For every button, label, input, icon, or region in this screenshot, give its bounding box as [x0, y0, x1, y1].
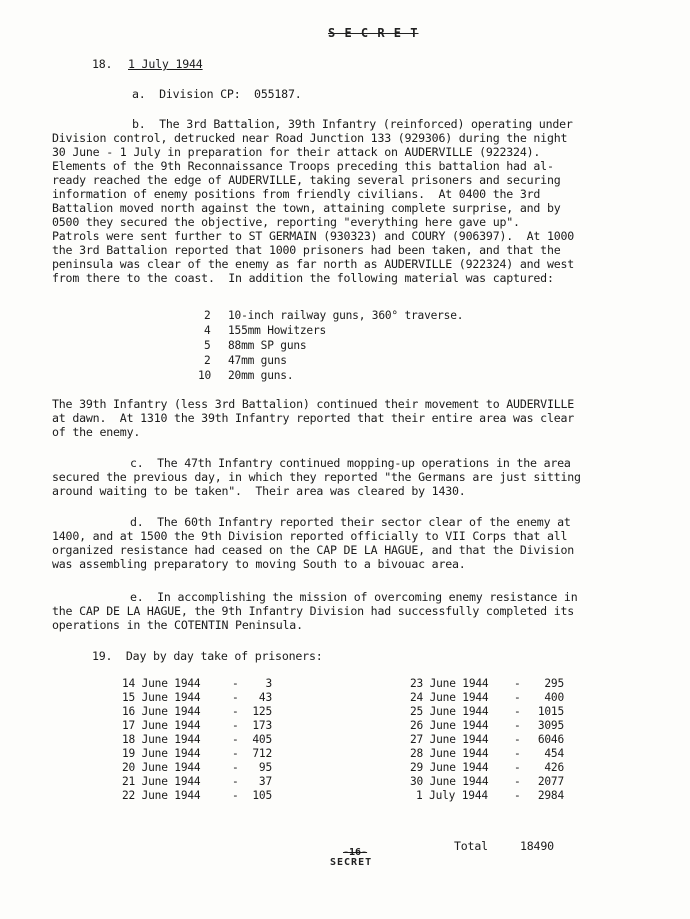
material-item: 20mm guns.	[228, 369, 294, 382]
text-line: c. The 47th Infantry continued mopping-up operations in the area	[130, 456, 571, 470]
text-line: 1400, and at 1500 the 9th Division reported officially to VII Corps that all	[52, 529, 568, 543]
text-line: e. In accomplishing the mission of overcoming enemy resistance in	[130, 590, 578, 604]
prisoner-count: 37	[258, 775, 272, 788]
prisoner-date: 17 June 1944	[122, 719, 201, 732]
prisoner-count: 712	[252, 747, 272, 760]
total-value: 18490	[520, 839, 554, 853]
prisoner-date: 15 June 1944	[122, 691, 201, 704]
prisoner-count: 295	[544, 677, 564, 690]
prisoner-count: 1015	[537, 705, 564, 718]
dash: -	[232, 705, 239, 718]
dash: -	[514, 705, 521, 718]
prisoner-count: 454	[544, 747, 564, 760]
dash: -	[232, 761, 239, 774]
dash: -	[232, 733, 239, 746]
dash: -	[232, 747, 239, 760]
dash: -	[232, 719, 239, 732]
dash: -	[514, 761, 521, 774]
text-line: Division control, detrucked near Road Junction 133 (929306) during the night	[52, 131, 568, 145]
prisoner-count: 426	[544, 761, 564, 774]
material-item: 88mm SP guns	[228, 339, 307, 352]
dash: -	[232, 775, 239, 788]
subpara-a: a. Division CP: 055187.	[132, 87, 302, 101]
text-line: from there to the coast. In addition the following material was captured:	[52, 271, 554, 285]
dash: -	[514, 691, 521, 704]
prisoner-count: 6046	[537, 733, 564, 746]
text-line: the CAP DE LA HAGUE, the 9th Infantry Division had successfully completed its	[52, 604, 575, 618]
text-line: Patrols were sent further to ST GERMAIN (930323) and COURY (906397). At 1000	[52, 229, 575, 243]
prisoner-date: 1 July 1944	[416, 789, 488, 802]
prisoner-date: 18 June 1944	[122, 733, 201, 746]
text-line: peninsula was clear of the enemy as far north as AUDERVILLE (922324) and west	[52, 257, 575, 271]
text-line: Elements of the 9th Reconnaissance Troops preceding this battalion had al-	[52, 159, 554, 173]
dash: -	[514, 733, 521, 746]
text-line: ready reached the edge of AUDERVILLE, taking several prisoners and securing	[52, 173, 561, 187]
text-line: around waiting to be taken". Their area was cleared by 1430.	[52, 484, 466, 498]
text-line: organized resistance had ceased on the CAP DE LA HAGUE, and that the Division	[52, 543, 575, 557]
material-qty: 2	[204, 309, 211, 322]
prisoner-count: 2984	[537, 789, 564, 802]
prisoner-date: 26 June 1944	[410, 719, 489, 732]
prisoner-count: 400	[544, 691, 564, 704]
dash: -	[514, 789, 521, 802]
prisoner-count: 405	[252, 733, 272, 746]
prisoner-count: 173	[252, 719, 272, 732]
material-qty: 2	[204, 354, 211, 367]
prisoner-count: 2077	[537, 775, 564, 788]
material-item: 10-inch railway guns, 360° traverse.	[228, 309, 464, 322]
text-line: 0500 they secured the objective, reporting "everything here gave up".	[52, 215, 520, 229]
prisoner-date: 30 June 1944	[410, 775, 489, 788]
text-line: d. The 60th Infantry reported their sector clear of the enemy at	[130, 515, 571, 529]
text-line: information of enemy positions from friendly civilians. At 0400 the 3rd	[52, 187, 541, 201]
paragraph-19-heading: 19. Day by day take of prisoners:	[92, 649, 323, 663]
prisoner-date: 21 June 1944	[122, 775, 201, 788]
text-line: Battalion moved north against the town, attaining complete surprise, and by	[52, 201, 561, 215]
material-item: 47mm guns	[228, 354, 287, 367]
prisoner-date: 20 June 1944	[122, 761, 201, 774]
prisoner-date: 29 June 1944	[410, 761, 489, 774]
classification-stamp-top: S E C R E T	[328, 26, 419, 40]
total-label: Total	[454, 839, 488, 853]
prisoner-date: 27 June 1944	[410, 733, 489, 746]
classification-stamp-bottom: SECRET	[330, 857, 373, 868]
prisoner-date: 28 June 1944	[410, 747, 489, 760]
page-number: -16-	[343, 847, 368, 858]
paragraph-18-number: 18.	[92, 57, 113, 71]
text-line: operations in the COTENTIN Peninsula.	[52, 618, 303, 632]
prisoner-count: 3095	[537, 719, 564, 732]
text-line: 30 June - 1 July in preparation for their attack on AUDERVILLE (922324).	[52, 145, 541, 159]
dash: -	[232, 691, 239, 704]
prisoner-date: 14 June 1944	[122, 677, 201, 690]
material-qty: 5	[204, 339, 211, 352]
dash: -	[514, 719, 521, 732]
prisoner-count: 125	[252, 705, 272, 718]
text-line: The 39th Infantry (less 3rd Battalion) continued their movement to AUDERVILLE	[52, 397, 575, 411]
text-line: secured the previous day, in which they reported "the Germans are just sitting	[52, 470, 581, 484]
text-line: of the enemy.	[52, 425, 141, 439]
prisoner-date: 24 June 1944	[410, 691, 489, 704]
paragraph-18-date: 1 July 1944	[128, 57, 203, 71]
material-qty: 10	[198, 369, 212, 382]
prisoner-date: 16 June 1944	[122, 705, 201, 718]
prisoner-date: 23 June 1944	[410, 677, 489, 690]
prisoner-count: 105	[252, 789, 272, 802]
prisoner-count: 95	[258, 761, 272, 774]
prisoner-date: 22 June 1944	[122, 789, 201, 802]
material-item: 155mm Howitzers	[228, 324, 327, 337]
prisoner-count: 43	[258, 691, 272, 704]
dash: -	[232, 677, 239, 690]
dash: -	[514, 747, 521, 760]
dash: -	[232, 789, 239, 802]
prisoner-count: 3	[265, 677, 272, 690]
dash: -	[514, 775, 521, 788]
text-line: b. The 3rd Battalion, 39th Infantry (reinforced) operating under	[132, 117, 573, 131]
text-line: the 3rd Battalion reported that 1000 prisoners had been taken, and that the	[52, 243, 561, 257]
text-line: was assembling preparatory to moving South to a bivouac area.	[52, 557, 466, 571]
prisoner-date: 19 June 1944	[122, 747, 201, 760]
dash: -	[514, 677, 521, 690]
material-qty: 4	[204, 324, 211, 337]
text-line: at dawn. At 1310 the 39th Infantry reported that their entire area was clear	[52, 411, 575, 425]
prisoner-date: 25 June 1944	[410, 705, 489, 718]
